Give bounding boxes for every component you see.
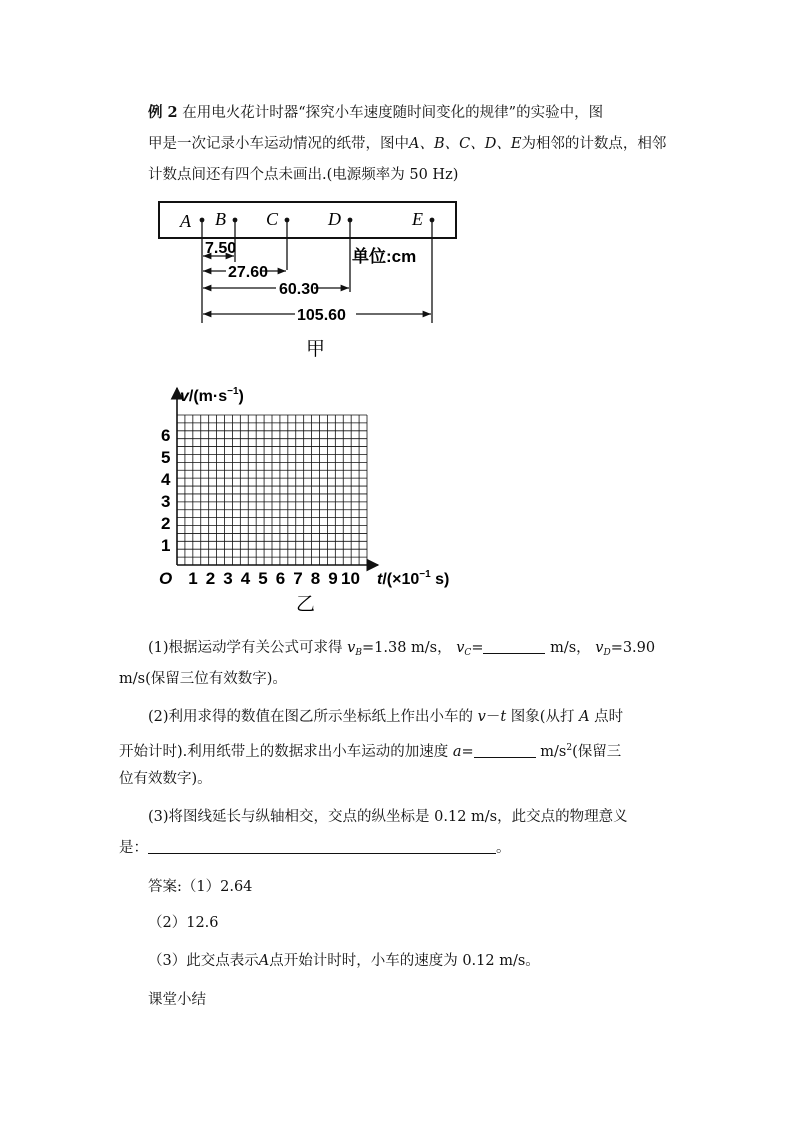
- x-tick-label: 9: [328, 569, 338, 588]
- vd-sub: D: [603, 648, 611, 658]
- problem-text: 甲是一次记录小车运动情况的纸带，图中: [148, 136, 409, 152]
- minus: －: [485, 709, 501, 725]
- a-var: a: [452, 744, 462, 760]
- example-label: 例 2: [148, 104, 178, 121]
- t-var: t: [500, 709, 507, 725]
- a-unit-exp: 2: [566, 743, 573, 753]
- answer-text: 答案:（1）2.64: [148, 879, 253, 895]
- vc-eq: =: [471, 640, 484, 656]
- point-label-d: D: [328, 209, 341, 229]
- y-tick-label: 1: [161, 536, 171, 555]
- y-tick-label: 6: [161, 426, 171, 445]
- answer-text: （2）12.6: [148, 915, 219, 931]
- v-var: v: [477, 709, 486, 725]
- origin-label: O: [159, 569, 173, 588]
- question-text: m/s(保留三位有效数字)。: [119, 671, 287, 687]
- paper-tape: [159, 202, 456, 238]
- problem-text: 在用电火花计时器“探究小车速度随时间变化的规律”的实验中，图: [182, 105, 604, 121]
- x-tick-label: 1: [188, 569, 198, 588]
- point-dot-d: [348, 218, 353, 223]
- vc-answer-blank[interactable]: [483, 653, 545, 654]
- question-2-line-3: [119, 769, 212, 789]
- vc-sub: C: [464, 648, 472, 658]
- x-axis-label: $t/(\times 10^{-1}$ s): [377, 569, 450, 588]
- section-title: 课堂小结: [148, 992, 206, 1008]
- question-text: 开始计时).利用纸带上的数据求出小车运动的加速度: [119, 744, 453, 760]
- distance-ac: 27.60: [228, 264, 269, 281]
- vd-var: v: [595, 640, 604, 656]
- distance-ad: 60.30: [279, 281, 320, 298]
- figure-yi-caption: 乙: [296, 593, 316, 615]
- x-tick-label: 4: [240, 569, 251, 588]
- section-heading: [148, 990, 206, 1010]
- answer-2: [148, 913, 219, 933]
- question-1-line-2: [119, 669, 287, 689]
- problem-line-3: [148, 165, 458, 185]
- meaning-answer-blank[interactable]: [148, 853, 496, 854]
- answer-text: （3）此交点表示: [148, 953, 259, 969]
- point-label-b: B: [215, 209, 226, 229]
- problem-text: 计数点间还有四个点未画出.(电源频率为 50 Hz): [148, 167, 459, 183]
- question-2-line-1: [148, 707, 623, 727]
- question-text: 图象(从打: [506, 709, 580, 725]
- y-axis-label: $v/(m\cdot s^{-1})$: [180, 386, 244, 405]
- point-dot-a: [200, 218, 205, 223]
- question-text: (2)利用求得的数值在图乙所示坐标纸上作出小车的: [148, 709, 478, 725]
- y-tick-label: 2: [161, 514, 171, 533]
- x-tick-label: 3: [223, 569, 233, 588]
- problem-line-2: [148, 134, 666, 154]
- question-text: (1)根据运动学有关公式可求得: [148, 640, 348, 656]
- point-label-c: C: [266, 209, 279, 229]
- y-tick-label: 5: [161, 448, 171, 467]
- question-1-line-1: [148, 638, 655, 663]
- answer-3: [148, 951, 540, 971]
- unit-label: 单位:cm: [352, 247, 417, 266]
- point-a: A: [579, 709, 590, 725]
- vc-unit: m/s，: [545, 640, 596, 656]
- a-unit: m/s: [535, 744, 567, 760]
- x-tick-labels: [188, 569, 360, 588]
- points-list: A、B、C、D、E: [409, 136, 522, 152]
- x-tick-label: 10: [341, 569, 360, 588]
- grid-lines: [177, 415, 367, 565]
- extension-lines: [202, 222, 432, 323]
- question-3-line-1: [148, 807, 628, 827]
- question-text: 位有效数字)。: [119, 771, 212, 787]
- vb-var: v: [347, 640, 356, 656]
- answer-text: 点开始计时时，小车的速度为 0.12 m/s。: [269, 953, 540, 969]
- point-label-a: A: [180, 211, 191, 231]
- question-text: (3)将图线延长与纵轴相交，交点的纵坐标是 0.12 m/s，此交点的物理意义: [148, 809, 628, 825]
- vb-value: =1.38 m/s，: [361, 640, 457, 656]
- question-text: 。: [496, 840, 511, 856]
- acceleration-answer-blank[interactable]: [474, 757, 536, 758]
- question-2-line-2: [119, 738, 621, 762]
- point-dot-e: [430, 218, 435, 223]
- y-tick-labels: [161, 426, 171, 555]
- question-3-line-2: [119, 838, 511, 858]
- distance-ab: 7.50: [205, 240, 237, 257]
- vd-value: =3.90: [610, 640, 656, 656]
- distance-ae: 105.60: [297, 307, 346, 324]
- x-tick-label: 2: [205, 569, 216, 588]
- vb-sub: B: [355, 648, 362, 658]
- problem-line-1: [148, 103, 603, 123]
- point-a: A: [258, 953, 270, 969]
- point-dot-b: [233, 218, 238, 223]
- problem-text: 为相邻的计数点，相邻: [521, 136, 667, 152]
- answer-1: [148, 877, 252, 897]
- point-label-e: E: [412, 209, 423, 229]
- question-text: 点时: [589, 709, 624, 725]
- x-tick-label: 7: [293, 569, 303, 588]
- tape-points: [179, 209, 434, 231]
- x-tick-label: 6: [275, 569, 286, 588]
- question-text: 是：: [119, 840, 148, 856]
- point-dot-c: [285, 218, 290, 223]
- figure-jia-caption: 甲: [306, 338, 326, 360]
- y-tick-label: 4: [161, 470, 171, 489]
- a-eq: =: [461, 744, 474, 760]
- x-tick-label: 8: [310, 569, 321, 588]
- question-text: (保留三: [572, 744, 622, 760]
- vc-var: v: [456, 640, 465, 656]
- x-tick-label: 5: [258, 569, 268, 588]
- y-tick-label: 3: [161, 492, 171, 511]
